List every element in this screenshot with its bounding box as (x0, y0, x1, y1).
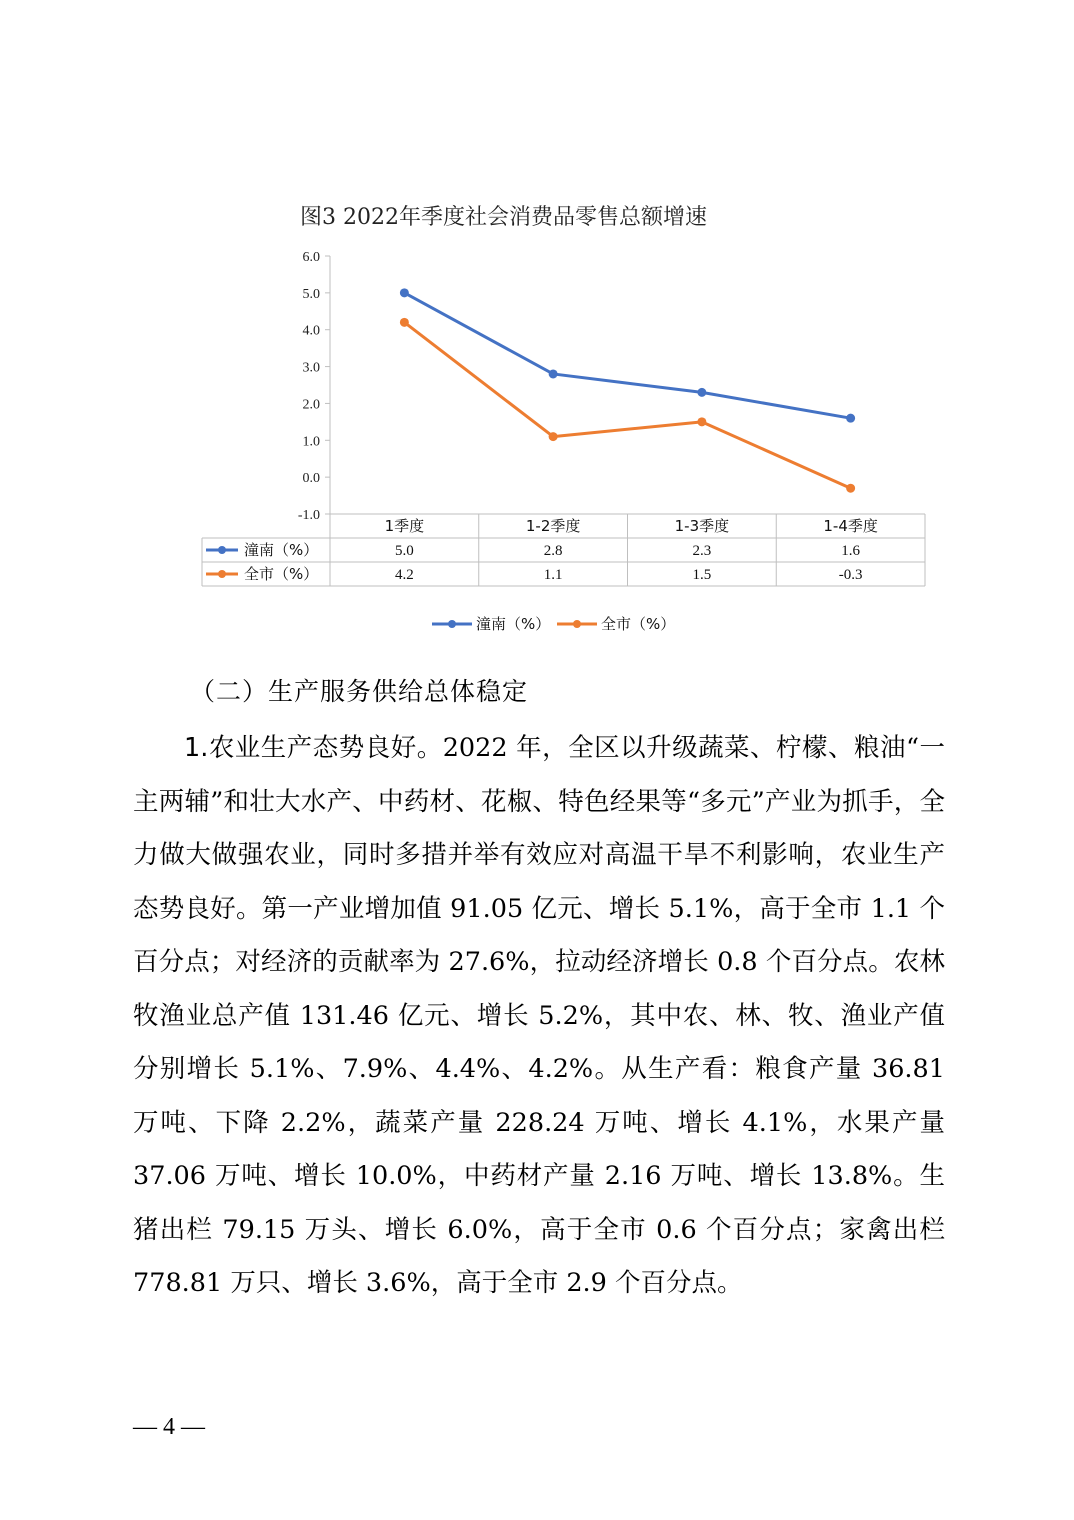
plot-area (298, 250, 855, 523)
table-value: 1.6 (841, 543, 860, 559)
x-category-label: 1-3季度 (674, 517, 730, 535)
paragraph-text: 2022 年，全区以升级蔬菜、柠檬、粮油“一主两辅”和壮大水产、中药材、花椒、特色经果等“多元”产业为抓手，全力做大做强农业，同时多措并举有效应对高温干旱不利影响，农业生产态势良好。第一产业增加值 91.05 亿元、增长 5.1%，高于全市 1.1 个百分点；对经济的贡献率为 27.6%，拉动经济增长 0.8 个百分点。农林牧渔业总产值 131.46 亿元、增长 5.2%，其中农、林、牧、渔业产值分别增长 5.1%、7.9%、4.4%、4.2%。从生产看：粮食产量 36.81 万吨、下降 2.2%，蔬菜产量 228.24 万吨、增长 4.1%，水果产量 37.06 万吨、增长 10.0%，中药材产量 2.16 万吨、增长 13.8%。生猪出栏 79.15 万头、增长 6.0%，高于全市 0.6 个百分点；家禽出栏 778.81 万只、增长 3.6%，高于全市 2.9 个百分点。 (133, 733, 945, 1298)
chart-legend (432, 615, 675, 633)
y-tick-label: 5.0 (302, 286, 320, 302)
y-tick-label: 0.0 (302, 471, 320, 487)
series-2-point (846, 484, 855, 493)
legend-key-marker (448, 620, 456, 628)
y-tick-label: 6.0 (302, 250, 320, 265)
legend-key-marker (573, 620, 581, 628)
table-value: 4.2 (395, 567, 414, 583)
table-series-name: 潼南（%） (244, 541, 319, 559)
table-value: 1.1 (543, 567, 563, 583)
table-series-key-marker (218, 546, 226, 554)
page-number: — 4 — (133, 1414, 205, 1440)
retail-sales-growth-chart (190, 190, 950, 650)
paragraph-lead: 1.农业生产态势良好。 (184, 733, 443, 763)
section-heading: （二）生产服务供给总体稳定 (190, 677, 529, 706)
y-tick-label: 4.0 (302, 323, 320, 339)
y-tick-label: 1.0 (302, 434, 320, 450)
y-tick-label: -1.0 (297, 508, 320, 523)
table-value: -0.3 (838, 567, 863, 583)
table-series-name: 全市（%） (244, 565, 319, 583)
x-category-label: 1-4季度 (823, 517, 878, 535)
data-table (202, 514, 925, 586)
series-2-point (697, 417, 706, 426)
legend-label: 全市（%） (601, 615, 676, 633)
series-2-point (400, 318, 409, 327)
table-value: 1.5 (692, 567, 712, 583)
series-1-point (697, 388, 706, 397)
table-series-key-marker (218, 570, 226, 578)
table-value: 2.8 (543, 543, 563, 559)
body-paragraph (133, 722, 945, 1311)
legend-label: 潼南（%） (476, 615, 551, 633)
series-1-point (846, 414, 855, 423)
y-tick-label: 3.0 (302, 360, 320, 376)
x-category-label: 1季度 (384, 517, 425, 535)
x-category-label: 1-2季度 (525, 517, 581, 535)
series-2-point (549, 432, 558, 441)
series-line-1 (404, 293, 850, 418)
chart-title: 图3 2022年季度社会消费品零售总额增速 (300, 205, 707, 230)
series-1-point (549, 369, 558, 378)
y-tick-label: 2.0 (302, 397, 320, 413)
table-value: 2.3 (692, 543, 712, 559)
series-1-point (400, 288, 409, 297)
table-value: 5.0 (395, 543, 414, 559)
